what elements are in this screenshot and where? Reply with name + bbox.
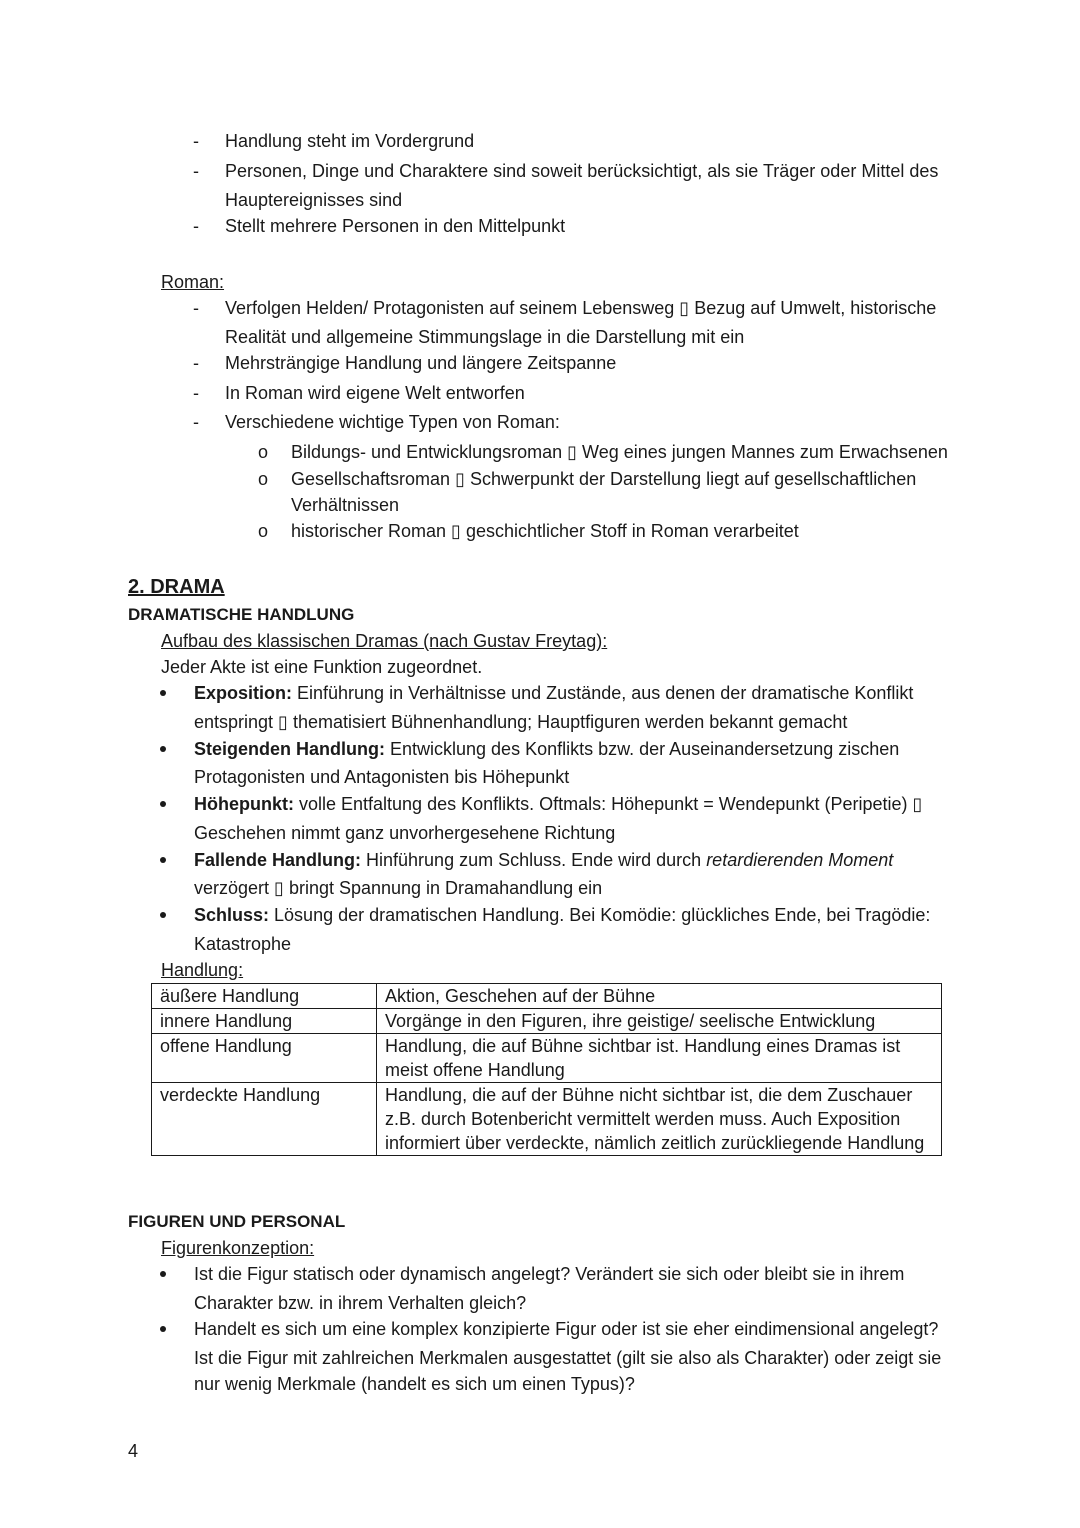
dash-bullet: - <box>193 412 199 432</box>
aufbau-intro: Jeder Akte ist eine Funktion zugeordnet. <box>161 657 483 677</box>
circle-bullet: o <box>258 469 269 489</box>
phase-line: Steigenden Handlung: Entwicklung des Konflikts bzw. der Auseinandersetzung zischen <box>194 739 900 759</box>
bullet <box>160 912 166 918</box>
list-item: Handelt es sich um eine komplex konzipierte Figur oder ist sie eher eindimensional angelegt? <box>194 1319 939 1339</box>
list-item-continued: Charakter bzw. in ihrem Verhalten gleich? <box>194 1293 527 1313</box>
bullet <box>160 857 166 863</box>
phase-line-continued: Katastrophe <box>194 934 292 954</box>
circle-bullet: o <box>258 442 269 462</box>
phase-line: Fallende Handlung: Hinführung zum Schluss. Ende wird durch retardierenden Moment <box>194 850 894 870</box>
table-cell-type: verdeckte Handlung <box>152 1083 377 1156</box>
list-item: Stellt mehrere Personen in den Mittelpunkt <box>225 216 566 236</box>
section-title: 2. DRAMA <box>128 576 225 598</box>
bullet <box>160 1326 166 1332</box>
section-subtitle: FIGUREN UND PERSONAL <box>128 1212 346 1231</box>
page-number: 4 <box>128 1441 139 1461</box>
bullet <box>160 1271 166 1277</box>
list-item-continued: Hauptereignisses sind <box>225 190 403 210</box>
sub-list-item: Bildungs- und Entwicklungsroman ▯ Weg eines jungen Mannes zum Erwachsenen <box>291 442 948 462</box>
list-item-continued: Ist die Figur mit zahlreichen Merkmalen ausgestattet (gilt sie also als Charakter) oder zeigt sie <box>194 1348 942 1368</box>
circle-bullet: o <box>258 521 269 541</box>
handlung-heading: Handlung: <box>161 960 244 980</box>
list-item-continued: Realität und allgemeine Stimmungslage in die Darstellung mit ein <box>225 327 745 347</box>
list-item-continued: nur wenig Merkmale (handelt es sich um einen Typus)? <box>194 1374 635 1394</box>
phase-line-continued: entspringt ▯ thematisiert Bühnenhandlung; Hauptfiguren werden bekannt gemacht <box>194 712 848 732</box>
dash-bullet: - <box>193 131 199 151</box>
table-row <box>152 984 942 1009</box>
phase-line: Schluss: Lösung der dramatischen Handlung. Bei Komödie: glückliches Ende, bei Tragödie: <box>194 905 931 925</box>
dash-bullet: - <box>193 353 199 373</box>
table-cell-desc: Aktion, Geschehen auf der Bühne <box>377 984 942 1009</box>
table-cell-desc: Vorgänge in den Figuren, ihre geistige/ seelische Entwicklung <box>377 1009 942 1034</box>
dash-bullet: - <box>193 383 199 403</box>
dash-bullet: - <box>193 216 199 236</box>
phase-line-continued: Protagonisten und Antagonisten bis Höhepunkt <box>194 767 570 787</box>
phase-line: Höhepunkt: volle Entfaltung des Konflikts. Oftmals: Höhepunkt = Wendepunkt (Peripetie) ▯ <box>194 794 923 814</box>
bullet <box>160 690 166 696</box>
phase-line-continued: verzögert ▯ bringt Spannung in Dramahandlung ein <box>194 878 603 898</box>
table-cell-type: innere Handlung <box>152 1009 377 1034</box>
phase-line-continued: Geschehen nimmt ganz unvorhergesehene Richtung <box>194 823 616 843</box>
section-subtitle: DRAMATISCHE HANDLUNG <box>128 605 355 624</box>
sub-list-item-continued: Verhältnissen <box>291 495 400 515</box>
list-item: Verfolgen Helden/ Protagonisten auf seinem Lebensweg ▯ Bezug auf Umwelt, historische <box>225 298 937 318</box>
list-item: In Roman wird eigene Welt entworfen <box>225 383 525 403</box>
bullet <box>160 801 166 807</box>
table-row <box>152 1009 942 1034</box>
sub-list-item: Gesellschaftsroman ▯ Schwerpunkt der Darstellung liegt auf gesellschaftlichen <box>291 469 917 489</box>
phase-line: Exposition: Einführung in Verhältnisse und Zustände, aus denen der dramatische Konflikt <box>194 683 914 703</box>
figuren-heading: Figurenkonzeption: <box>161 1238 315 1258</box>
handlung-table <box>151 983 942 1156</box>
sub-list-item: historischer Roman ▯ geschichtlicher Stoff in Roman verarbeitet <box>291 521 799 541</box>
table-cell-desc: Handlung, die auf Bühne sichtbar ist. Handlung eines Dramas ist meist offene Handlung <box>377 1034 942 1083</box>
list-item: Mehrsträngige Handlung und längere Zeitspanne <box>225 353 617 373</box>
list-item: Handlung steht im Vordergrund <box>225 131 475 151</box>
table-cell-type: äußere Handlung <box>152 984 377 1009</box>
aufbau-heading: Aufbau des klassischen Dramas (nach Gustav Freytag): <box>161 631 608 651</box>
list-item: Personen, Dinge und Charaktere sind soweit berücksichtigt, als sie Träger oder Mittel des <box>225 161 939 181</box>
table-cell-desc: Handlung, die auf der Bühne nicht sichtbar ist, die dem Zuschauer z.B. durch Botenbericht vermittelt werden muss. Auch Exposition informiert über verdeckte, nämlich zeitlich zurückliegende Handlung <box>377 1083 942 1156</box>
table-row <box>152 1034 942 1083</box>
list-item: Ist die Figur statisch oder dynamisch angelegt? Verändert sie sich oder bleibt sie in ihrem <box>194 1264 905 1284</box>
table-cell-type: offene Handlung <box>152 1034 377 1083</box>
bullet <box>160 746 166 752</box>
table-row <box>152 1083 942 1156</box>
dash-bullet: - <box>193 161 199 181</box>
roman-heading: Roman: <box>161 272 225 292</box>
dash-bullet: - <box>193 298 199 318</box>
list-item: Verschiedene wichtige Typen von Roman: <box>225 412 560 432</box>
